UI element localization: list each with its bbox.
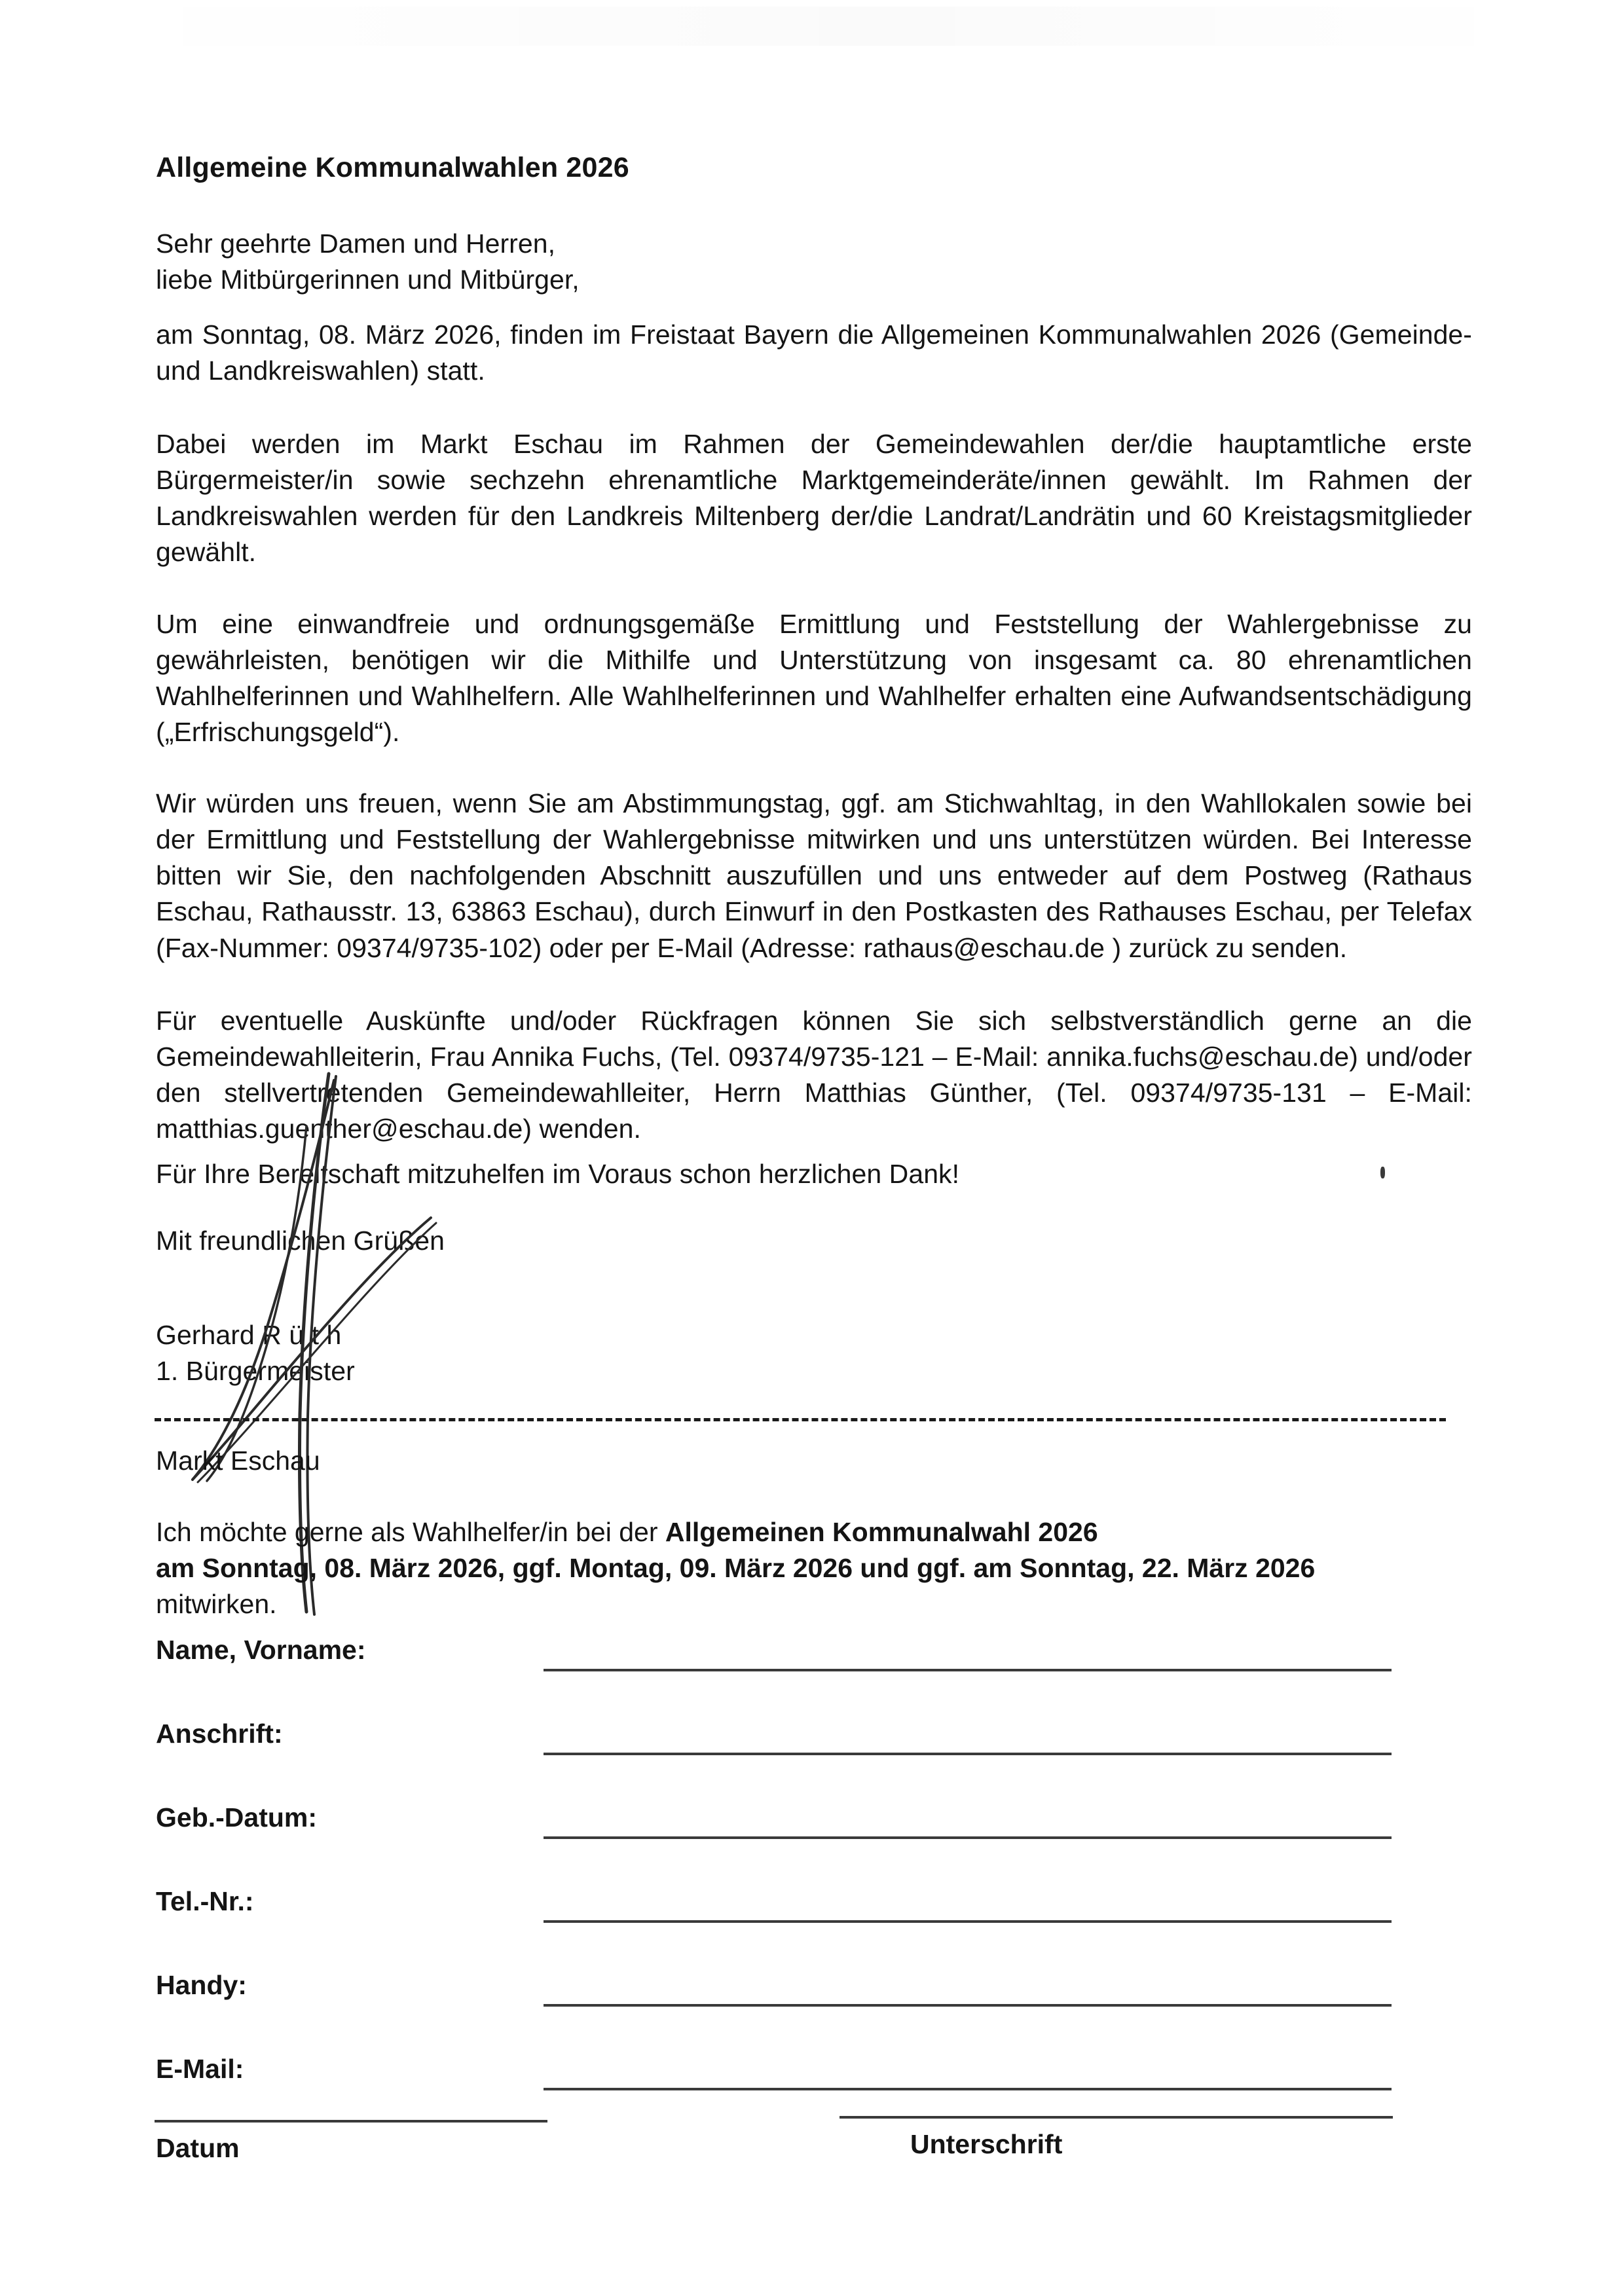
tear-off-divider xyxy=(155,1418,1446,1421)
signer-name: Gerhard R ü t h xyxy=(156,1320,342,1350)
salutation-line-2: liebe Mitbürgerinnen und Mitbürger, xyxy=(156,264,580,295)
date-label: Datum xyxy=(156,2133,240,2163)
form-input-name[interactable] xyxy=(544,1669,1392,1671)
form-label-address: Anschrift: xyxy=(156,1719,283,1749)
declaration-text-tail: mitwirken. xyxy=(156,1588,277,1619)
declaration-dates: am Sonntag, 08. März 2026, ggf. Montag, 09. März 2026 und ggf. am Sonntag, 22. März 2026 xyxy=(156,1552,1316,1583)
tear-off-sender: Markt Eschau xyxy=(156,1446,320,1476)
paragraph-election-scope: Dabei werden im Markt Eschau im Rahmen der Gemeindewahlen der/die hauptamtliche erste Bürgermeister/in sowie sechzehn ehrenamtliche Marktgemeinderäte/innen gewählt. Im Rahmen der Landkreiswahlen werden für den Landkreis Miltenberg der/die Landrat/Landrätin und 60 Kreistagsmitglieder gewählt. xyxy=(156,429,1472,568)
paragraph-how-to-apply: Wir würden uns freuen, wenn Sie am Abstimmungstag, ggf. am Stichwahltag, in den Wahllokalen sowie bei der Ermittlung und Feststellung der Wahlergebnisse mitwirken und uns unterstützen würden. Bei Interesse bitten wir Sie, den nachfolgenden Abschnitt auszufüllen und uns entweder auf dem Postweg (Rathaus Eschau, Rathausstr. 13, 63863 Eschau), durch Einwurf in den Postkasten des Rathauses Eschau, per Telefax (Fax-Nummer: 09374/9735-102) oder per E-Mail (Adresse: rathaus@eschau.de ) zurück zu senden. xyxy=(156,788,1472,963)
signer-role: 1. Bürgermeister xyxy=(156,1356,355,1387)
form-field-birthdate[interactable] xyxy=(156,1802,1400,1848)
signature-line[interactable] xyxy=(840,2116,1393,2119)
salutation-block xyxy=(156,226,1472,298)
scan-artifact-haze xyxy=(98,7,1539,46)
tear-off-declaration xyxy=(156,1514,1472,1622)
paragraph-helpers-needed: Um eine einwandfreie und ordnungsgemäße Ermittlung und Feststellung der Wahlergebnisse zu gewährleisten, benötigen wir die Mithilfe und Unterstützung von insgesamt ca. 80 ehrenamtlichen Wahlhelferinnen und Wahlhelfern. Alle Wahlhelferinnen und Wahlhelfer erhalten eine Aufwandsentschädigung („Erfrischungsgeld“). xyxy=(156,609,1472,748)
salutation-line-1: Sehr geehrte Damen und Herren, xyxy=(156,228,556,259)
form-field-name[interactable] xyxy=(156,1635,1400,1681)
signer-block xyxy=(156,1317,1472,1389)
form-label-birthdate: Geb.-Datum: xyxy=(156,1802,317,1832)
form-label-email: E-Mail: xyxy=(156,2054,244,2084)
paragraph-thanks: Für Ihre Bereitschaft mitzuhelfen im Voraus schon herzlichen Dank! xyxy=(156,1159,960,1189)
form-input-email[interactable] xyxy=(544,2088,1392,2090)
page-title: Allgemeine Kommunalwahlen 2026 xyxy=(156,152,629,183)
scan-artifact-speck xyxy=(1380,1167,1385,1178)
declaration-election-name: Allgemeinen Kommunalwahl 2026 xyxy=(665,1517,1098,1547)
form-input-phone[interactable] xyxy=(544,1920,1392,1923)
paragraph-intro: am Sonntag, 08. März 2026, finden im Freistaat Bayern die Allgemeinen Kommunalwahlen 2026 (Gemeinde- und Landkreiswahlen) statt. xyxy=(156,319,1472,386)
signature-label: Unterschrift xyxy=(910,2129,1063,2159)
form-label-mobile: Handy: xyxy=(156,1970,247,2000)
form-input-birthdate[interactable] xyxy=(544,1836,1392,1839)
form-input-address[interactable] xyxy=(544,1753,1392,1755)
form-label-phone: Tel.-Nr.: xyxy=(156,1886,254,1916)
form-field-mobile[interactable] xyxy=(156,1970,1400,2016)
form-field-address[interactable] xyxy=(156,1719,1400,1764)
date-signature-line[interactable] xyxy=(155,2120,547,2123)
paragraph-contact-persons: Für eventuelle Auskünfte und/oder Rückfragen können Sie sich selbstverständlich gerne an die Gemeindewahlleiterin, Frau Annika Fuchs, (Tel. 09374/9735-121 – E-Mail: annika.fuchs@eschau.de) und/oder den stellvertretenden Gemeindewahlleiter, Herrn Matthias Günther, (Tel. 09374/9735-131 – E-Mail: matthias.guenther@eschau.de) wenden. xyxy=(156,1006,1472,1144)
form-label-name: Name, Vorname: xyxy=(156,1635,366,1665)
form-field-email[interactable] xyxy=(156,2054,1400,2100)
closing-greeting: Mit freundlichen Grüßen xyxy=(156,1226,445,1256)
form-input-mobile[interactable] xyxy=(544,2004,1392,2007)
form-field-phone[interactable] xyxy=(156,1886,1400,1932)
declaration-text-lead: Ich möchte gerne als Wahlhelfer/in bei der xyxy=(156,1517,665,1547)
